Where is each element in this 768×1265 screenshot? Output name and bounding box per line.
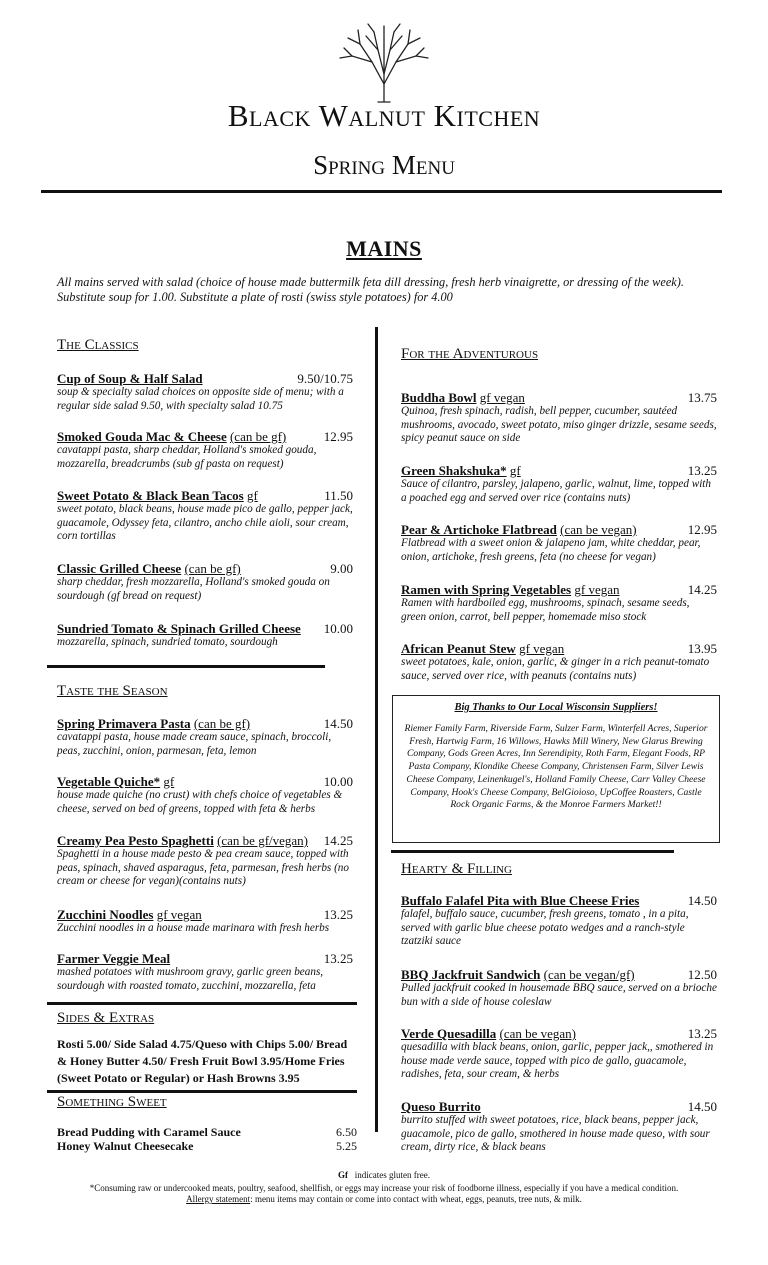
item-name: Classic Grilled Cheese	[57, 561, 182, 576]
menu-item	[401, 522, 717, 564]
item-tag: gf	[163, 774, 175, 789]
item-name: Queso Burrito	[401, 1099, 481, 1114]
item-description: sharp cheddar, fresh mozzarella, Holland's smoked gouda on sourdough (gf bread on request)	[57, 576, 330, 602]
item-description: Pulled jackfruit cooked in housemade BBQ sauce, served on a brioche bun with a side of house coleslaw	[401, 982, 717, 1008]
item-description: Quinoa, fresh spinach, radish, bell pepper, cucumber, sautéed mushrooms, avocado, sweet potato, miso ginger drizzle, sesame seeds, spicy peanut sauce on side	[401, 405, 717, 444]
season-heading: Taste the Season	[57, 683, 168, 699]
gf-legend	[0, 1170, 768, 1181]
menu-item	[401, 390, 717, 446]
menu-item	[57, 907, 353, 936]
item-name: Ramen with Spring Vegetables	[401, 582, 572, 597]
item-name: Zucchini Noodles	[57, 907, 154, 922]
item-description: Sauce of cilantro, parsley, jalapeno, garlic, walnut, lime, topped with a poached egg and served over rice (contains nuts)	[401, 478, 712, 504]
dessert-item	[57, 1139, 357, 1153]
dessert-name: Bread Pudding with Caramel Sauce	[57, 1125, 241, 1139]
item-price: 10.00	[323, 621, 353, 636]
menu-item	[57, 716, 353, 758]
item-price: 13.95	[687, 641, 717, 656]
menu-item	[57, 833, 353, 889]
item-name: Sundried Tomato & Spinach Grilled Cheese	[57, 621, 301, 636]
suppliers-title: Big Thanks to Our Local Wisconsin Suppliers!	[454, 702, 658, 713]
menu-item	[401, 582, 717, 624]
item-name: Pear & Artichoke Flatbread	[401, 522, 557, 537]
item-tag: (can be vegan/gf)	[543, 967, 635, 982]
item-name: Farmer Veggie Meal	[57, 951, 171, 966]
item-price: 13.75	[687, 390, 717, 405]
hearty-heading: Hearty & Filling	[401, 861, 512, 877]
item-tag: gf vegan	[156, 907, 202, 922]
item-price: 12.95	[687, 522, 717, 537]
mains-intro	[57, 275, 717, 305]
mains-heading: MAINS	[346, 236, 422, 261]
allergy-statement	[0, 1194, 768, 1205]
section-divider	[47, 1090, 357, 1093]
menu-item	[401, 641, 717, 683]
menu-item	[57, 371, 353, 413]
allergy-label: Allergy statement	[186, 1194, 251, 1204]
item-tag: (can be gf/vegan)	[217, 833, 309, 848]
menu-item	[57, 774, 353, 816]
gf-key: Gf	[338, 1170, 349, 1180]
item-tag: (can be gf)	[193, 716, 251, 731]
sweet-list	[57, 1125, 357, 1153]
item-name: Green Shakshuka*	[401, 463, 507, 478]
item-description: mashed potatoes with mushroom gravy, garlic green beans, sourdough with roasted tomato, zucchini, mozzarella, feta	[57, 966, 324, 992]
item-description: house made quiche (no crust) with chefs choice of vegetables & cheese, served on bed of greens, topped with feta & herbs	[57, 789, 343, 815]
item-price: 14.50	[687, 893, 717, 908]
item-name: Smoked Gouda Mac & Cheese	[57, 429, 227, 444]
item-price: 13.25	[687, 463, 717, 478]
sides-list: Rosti 5.00/ Side Salad 4.75/Queso with Chips 5.00/ Bread & Honey Butter 4.50/ Fresh Fruit Bowl 3.95/Home Fries (Sweet Potato or Regular) or Hash Browns 3.95	[57, 1037, 348, 1085]
item-price: 13.25	[323, 907, 353, 922]
section-divider	[47, 1002, 357, 1005]
sides-heading: Sides & Extras	[57, 1010, 155, 1026]
adventurous-heading: For the Adventurous	[401, 346, 539, 362]
item-name: Spring Primavera Pasta	[57, 716, 191, 731]
item-description: mozzarella, spinach, sundried tomato, sourdough	[57, 636, 278, 648]
item-description: Flatbread with a sweet onion & jalapeno jam, white cheddar, pear, onion, artichoke, fresh greens, feta (no cheese for vegan)	[401, 537, 701, 563]
item-description: sweet potatoes, kale, onion, garlic, & ginger in a rich peanut-tomato sauce, served over rice, with peanuts (contains nuts)	[401, 656, 710, 682]
menu-item	[57, 488, 353, 544]
item-price: 13.25	[687, 1026, 717, 1041]
dessert-item	[57, 1125, 357, 1139]
item-price: 10.00	[323, 774, 353, 789]
menu-item	[57, 951, 353, 993]
item-price: 13.25	[323, 951, 353, 966]
item-price: 11.50	[324, 488, 353, 503]
section-divider	[47, 665, 325, 668]
item-name: Buddha Bowl	[401, 390, 477, 405]
header-divider	[41, 190, 722, 193]
item-name: Sweet Potato & Black Bean Tacos	[57, 488, 244, 503]
item-tag: (can be gf)	[229, 429, 287, 444]
item-description: quesadilla with black beans, onion, garlic, pepper jack,, smothered in house made verde sauce, topped with pico de gallo, guacamole, radishes, feta, sour cream, & herbs	[401, 1041, 714, 1080]
mains-intro-line2: Substitute soup for 1.00. Substitute a plate of rosti (swiss style potatoes) for 4.00	[57, 290, 453, 304]
item-tag: gf vegan	[574, 582, 620, 597]
item-description: cavatappi pasta, house made cream sauce, spinach, broccoli, peas, zucchini, onion, parmesan, feta, lemon	[57, 731, 332, 757]
menu-item	[401, 893, 717, 949]
menu-item	[57, 621, 353, 650]
walnut-tree-logo	[334, 22, 434, 104]
item-name: Buffalo Falafel Pita with Blue Cheese Fries	[401, 893, 640, 908]
item-description: Zucchini noodles in a house made marinara with fresh herbs	[57, 922, 330, 934]
mains-intro-line1: All mains served with salad (choice of house made buttermilk feta dill dressing, fresh herb vinaigrette, or dressing of the week).	[57, 275, 684, 289]
item-price: 14.50	[323, 716, 353, 731]
item-tag: (can be gf)	[184, 561, 241, 576]
item-name: Creamy Pea Pesto Spaghetti	[57, 833, 214, 848]
item-price: 12.95	[323, 429, 353, 444]
menu-item	[57, 561, 353, 603]
restaurant-name: Black Walnut Kitchen	[227, 98, 541, 133]
menu-item	[401, 967, 717, 1009]
item-description: Ramen with hardboiled egg, mushrooms, spinach, sesame seeds, green onion, carrot, bell pepper, homemade miso stock	[401, 597, 690, 623]
consuming-warning: *Consuming raw or undercooked meats, poultry, seafood, shellfish, or eggs may increase your risk of foodborne illness, especially if you have a medical condition.	[89, 1183, 679, 1193]
menu-item	[401, 463, 717, 505]
classics-heading: The Classics	[57, 337, 139, 353]
item-name: Cup of Soup & Half Salad	[57, 371, 203, 386]
dessert-name: Honey Walnut Cheesecake	[57, 1139, 194, 1153]
item-price: 14.25	[687, 582, 717, 597]
column-divider	[375, 327, 378, 1132]
suppliers-box	[392, 695, 720, 843]
dessert-price: 5.25	[336, 1139, 357, 1153]
item-price: 14.50	[687, 1099, 717, 1114]
suppliers-list: Riemer Family Farm, Riverside Farm, Sulzer Farm, Winterfell Acres, Superior Fresh, Hartwig Farm, 16 Willows, Hawks Mill Winery, New Glarus Brewing Company, Gods Green Acres, Inn Serendipity, Roth Farm, Elegant Foods, RP Pasta Company, Klondike Cheese Company, Christensen Farm, Silver Lewis Cheese Company, Leinenkugel's, Holland Family Cheese, Carr Valley Cheese Company, Hook's Cheese Company, BelGioioso, UpCoffee Roasters, Castle Rock Organic Farms, & the Monroe Farmers Market!!	[404, 723, 708, 811]
item-tag: gf vegan	[479, 390, 525, 405]
item-price: 14.25	[323, 833, 353, 848]
item-description: soup & specialty salad choices on opposite side of menu; with a regular side salad 9.50, with specialty salad 10.75	[57, 386, 344, 412]
menu-item	[57, 429, 353, 471]
item-description: sweet potato, black beans, house made pico de gallo, pepper jack, guacamole, Odyssey feta, cilantro, ancho chile aioli, sour cream, corn tortillas	[57, 503, 353, 542]
menu-item	[401, 1099, 717, 1155]
item-tag: gf	[246, 488, 258, 503]
footer	[0, 1170, 768, 1205]
gf-text: indicates gluten free.	[354, 1170, 430, 1180]
item-name: African Peanut Stew	[401, 641, 516, 656]
item-tag: gf vegan	[519, 641, 565, 656]
item-price: 9.50/10.75	[297, 371, 353, 386]
section-divider	[391, 850, 674, 853]
item-tag: (can be vegan)	[560, 522, 637, 537]
menu-item	[401, 1026, 717, 1082]
item-description: Spaghetti in a house made pesto & pea cream sauce, topped with peas, spinach, shaved asparagus, feta, parmesan, fresh herbs (no cream or cheese for vegan)(contains nuts)	[57, 848, 349, 887]
item-tag: gf	[509, 463, 521, 478]
item-name: Vegetable Quiche*	[57, 774, 161, 789]
item-price: 9.00	[330, 561, 353, 576]
item-name: Verde Quesadilla	[401, 1026, 497, 1041]
item-tag: (can be vegan)	[499, 1026, 576, 1041]
item-description: burrito stuffed with sweet potatoes, rice, black beans, pepper jack, guacamole, pico de gallo, smothered in house made queso, with sour cream, dirty rice, & black beans	[401, 1114, 710, 1153]
item-name: BBQ Jackfruit Sandwich	[401, 967, 541, 982]
sweet-heading: Something Sweet	[57, 1094, 167, 1110]
item-description: cavatappi pasta, sharp cheddar, Holland's smoked gouda, mozzarella, breadcrumbs (sub gf pasta on request)	[57, 444, 317, 470]
menu-title: Spring Menu	[313, 150, 455, 180]
dessert-price: 6.50	[336, 1125, 357, 1139]
item-description: falafel, buffalo sauce, cucumber, fresh greens, tomato , in a pita, served with garlic blue cheese potato wedges and a ranch-style tzatziki sauce	[401, 908, 689, 947]
item-price: 12.50	[687, 967, 717, 982]
allergy-text: : menu items may contain or come into contact with wheat, eggs, peanuts, tree nuts, & milk.	[250, 1194, 582, 1204]
